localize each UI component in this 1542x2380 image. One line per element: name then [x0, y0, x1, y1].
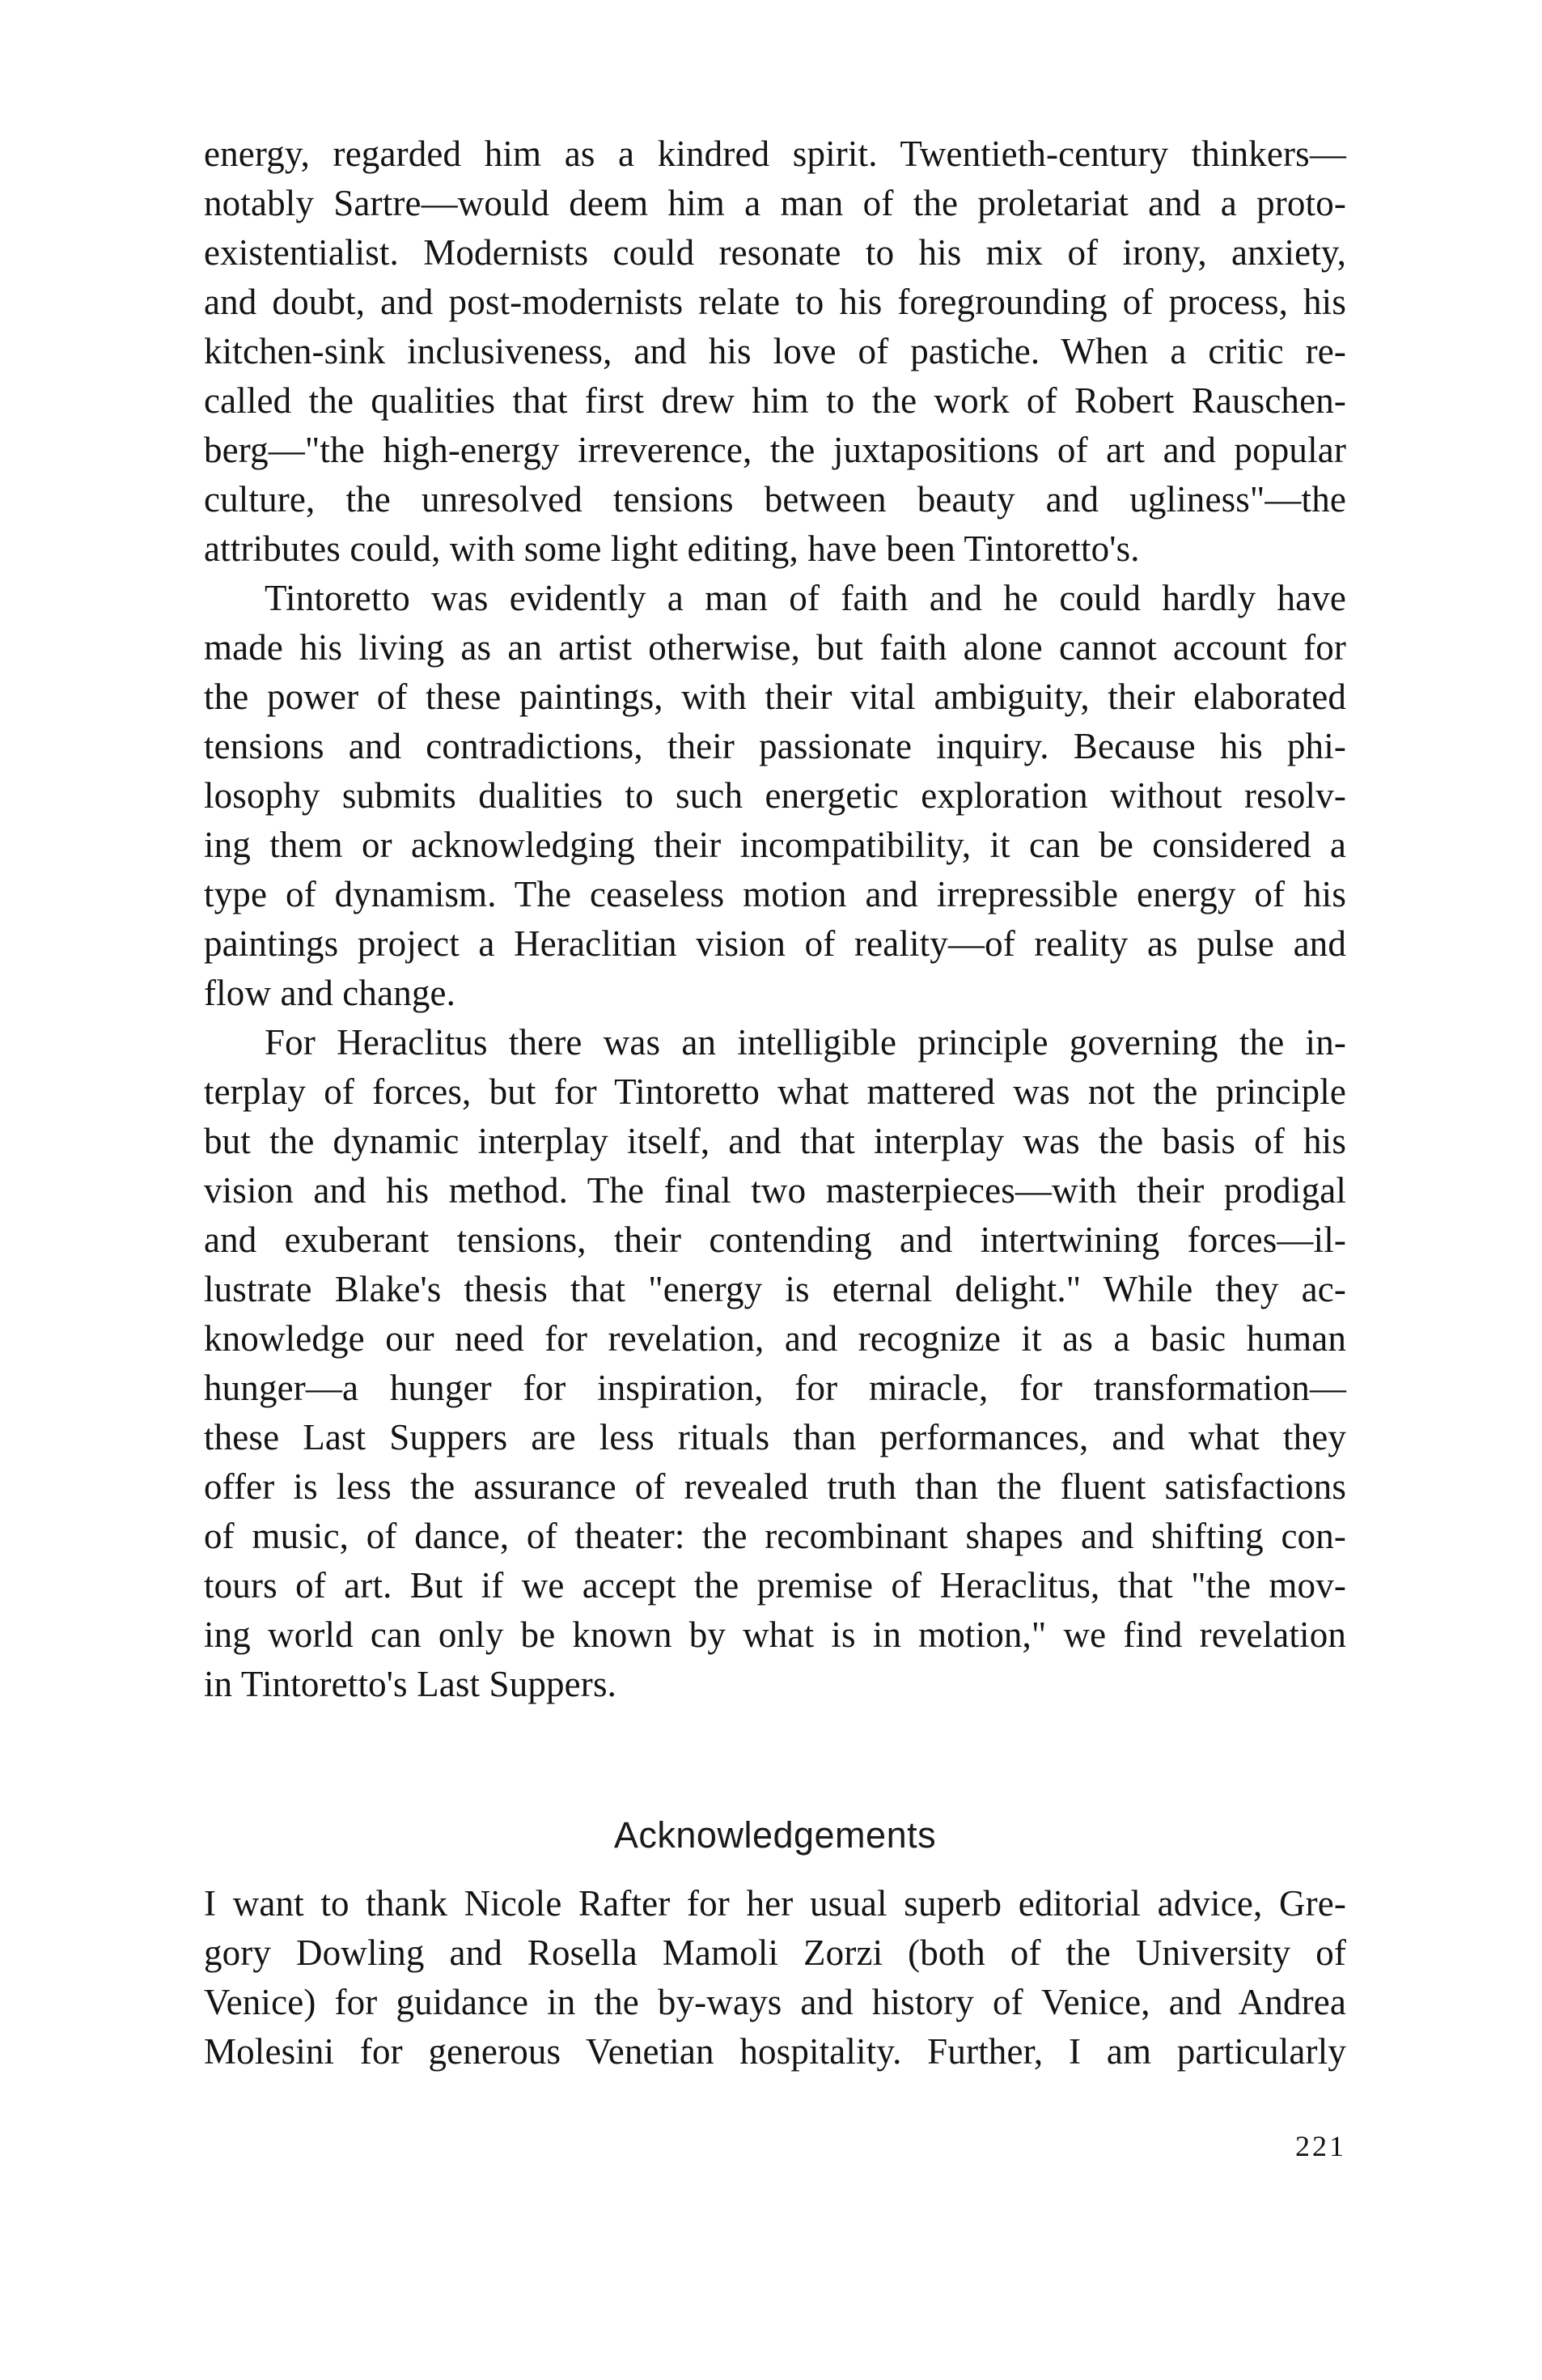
text-line: hunger—a hunger for inspiration, for miracle, for transformation—: [204, 1368, 1346, 1408]
text-line: tensions and contradictions, their passionate inquiry. Because his phi-: [204, 726, 1346, 766]
text-line: existentialist. Modernists could resonate to his mix of irony, anxiety,: [204, 232, 1346, 273]
text-line: kitchen-sink inclusiveness, and his love of pastiche. When a critic re-: [204, 331, 1346, 371]
text-line: Tintoretto was evidently a man of faith and he could hardly have: [265, 578, 1346, 618]
text-line: culture, the unresolved tensions between beauty and ugliness"—the: [204, 479, 1346, 520]
text-line: ing world can only be known by what is in motion," we find revelation: [204, 1614, 1346, 1655]
text-line: berg—"the high-energy irreverence, the juxtapositions of art and popular: [204, 430, 1346, 470]
text-line: I want to thank Nicole Rafter for her usual superb editorial advice, Gre-: [204, 1883, 1346, 1924]
text-line: notably Sartre—would deem him a man of the proletariat and a proto-: [204, 183, 1346, 223]
acknowledgements-text: [204, 1879, 1346, 2077]
text-line: type of dynamism. The ceaseless motion and irrepressible energy of his: [204, 874, 1346, 914]
text-line: these Last Suppers are less rituals than performances, and what they: [204, 1417, 1346, 1457]
body-text: [204, 129, 1346, 1709]
text-line: vision and his method. The final two masterpieces—with their prodigal: [204, 1170, 1346, 1211]
text-line: called the qualities that first drew him to the work of Robert Rauschen-: [204, 380, 1346, 421]
text-line: offer is less the assurance of revealed truth than the fluent satisfactions: [204, 1466, 1346, 1507]
text-line: terplay of forces, but for Tintoretto what mattered was not the principle: [204, 1071, 1346, 1112]
text-line: knowledge our need for revelation, and recognize it as a basic human: [204, 1318, 1346, 1359]
text-line: the power of these paintings, with their vital ambiguity, their elaborated: [204, 677, 1346, 717]
text-line: lustrate Blake's thesis that "energy is eternal delight." While they ac-: [204, 1269, 1346, 1309]
section-heading: Acknowledgements: [613, 1814, 937, 1856]
text-line: gory Dowling and Rosella Mamoli Zorzi (both of the University of: [204, 1932, 1346, 1973]
text-line: energy, regarded him as a kindred spirit. Twentieth-century thinkers—: [204, 134, 1346, 174]
text-line: tours of art. But if we accept the premise of Heraclitus, that "the mov-: [204, 1565, 1346, 1606]
text-line: attributes could, with some light editing, have been Tintoretto's.: [204, 528, 1140, 569]
text-line: paintings project a Heraclitian vision of reality—of reality as pulse and: [204, 923, 1346, 964]
text-line: Molesini for generous Venetian hospitality. Further, I am particularly: [204, 2031, 1346, 2072]
text-line: made his living as an artist otherwise, but faith alone cannot account for: [204, 627, 1346, 668]
text-line: and doubt, and post-modernists relate to his foregrounding of process, his: [204, 282, 1346, 322]
page-number: 221: [1295, 2130, 1346, 2162]
text-line: For Heraclitus there was an intelligible principle governing the in-: [265, 1022, 1346, 1063]
text-line: Venice) for guidance in the by-ways and history of Venice, and Andrea: [204, 1982, 1346, 2022]
text-line: of music, of dance, of theater: the recombinant shapes and shifting con-: [204, 1516, 1346, 1556]
text-line: losophy submits dualities to such energetic exploration without resolv-: [204, 775, 1346, 816]
text-line: and exuberant tensions, their contending and intertwining forces—il-: [204, 1220, 1346, 1260]
text-line: flow and change.: [204, 973, 456, 1013]
text-line: in Tintoretto's Last Suppers.: [204, 1664, 617, 1704]
text-line: but the dynamic interplay itself, and that interplay was the basis of his: [204, 1121, 1346, 1161]
text-line: ing them or acknowledging their incompatibility, it can be considered a: [204, 825, 1346, 865]
